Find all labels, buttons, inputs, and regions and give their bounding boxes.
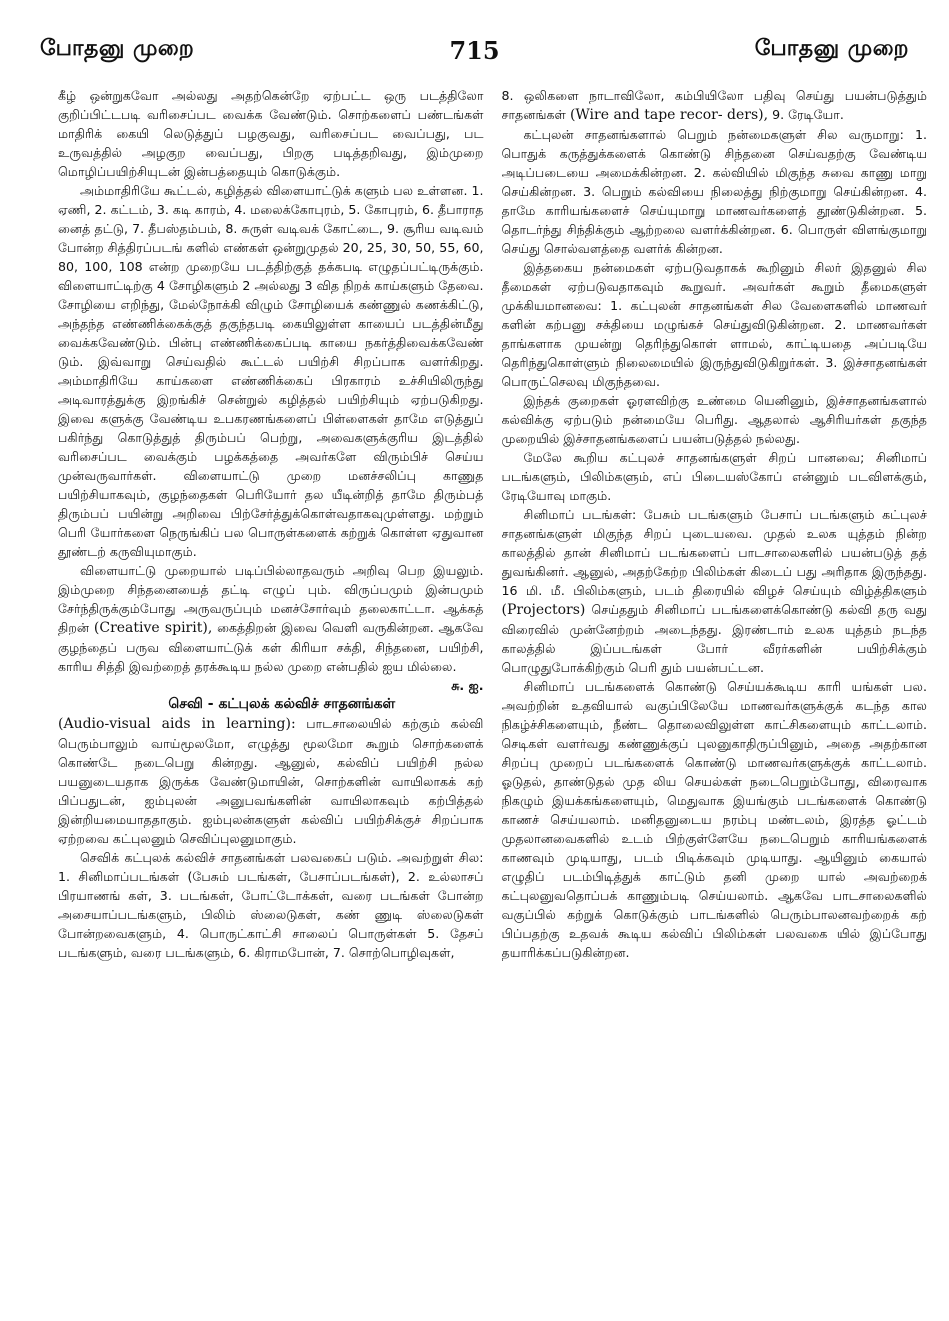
page-number: 715 bbox=[449, 35, 500, 65]
paragraph-text: கைத்திறன் இவை வெளி வருகின்றன. ஆகவே குழந்தைப் பருவ விளையாட்டுக் கள் கிரியா சக்தி, சிந்தனை, பயிற்சி, காரிய சித்தி இவற்றைத் தரக்கூடிய நல்ல முறை என்பதில் ஐய மில்லை. bbox=[58, 620, 484, 674]
running-header bbox=[40, 30, 909, 70]
paragraph-text: 8. ஒலிகளை நாடாவிலோ, கம்பியிலோ பதிவு செய்து பயன்படுத்தும் சாதனங்கள் bbox=[501, 88, 927, 122]
paragraph-text: செய்ததும் சினிமாப் படங்களைக்கொண்டு கல்வி தரு வது விரைவில் முன்னேற்றம் அடைந்தது. இரண்டாம் உலக யுத்தம் நடந்த காலத்தில் இப்படங்கள் போர் வீரர்களின் பயிற்சிக்கும் பொழுதுபோக்கிற்கும் பெரி தும் பயன்பட்டன. bbox=[501, 602, 927, 675]
latin-term: (Creative spirit), bbox=[93, 620, 213, 636]
paragraph: இந்தக் குறைகள் ஓரளவிற்கு உண்மை யெனினும், இச்சாதனங்களால் கல்விக்கு ஏற்படும் நன்மையே பெரிது. ஆதலால் ஆசிரியர்கள் தகுந்த முறையில் இச்சாதனங்களைப் பயன்படுத்தல் நல்லது. bbox=[501, 393, 927, 446]
text-columns bbox=[58, 86, 927, 1301]
paragraph-text: 9. ரேடியோ. bbox=[772, 107, 844, 122]
paragraph bbox=[502, 86, 928, 125]
paragraph: மேலே கூறிய கட்புலச் சாதனங்களுள் சிறப் பானவை; சினிமாப் படங்களும், பிலிம்களும், எப் பிடையஸ்கோப் என்னும் படவிளக்கும், ரேடியோவு மாகும். bbox=[501, 450, 927, 503]
paragraph bbox=[502, 505, 928, 677]
latin-term: (Audio-visual aids in learning): bbox=[58, 716, 296, 732]
paragraph-text: விளையாட்டு முறையால் படிப்பில்லாதவரும் அறிவு பெற இயலும். இம்முறை சிந்தனையைத் தட்டி எழுப் பும். விருப்பமும் இன்பமும் சேர்ந்திருக்கும்போது அருவருப்பும் மனச்சோர்வும் தலைகாட்டா. ஆக்கத் திறன் bbox=[58, 563, 484, 635]
paragraph bbox=[58, 714, 484, 848]
paragraph bbox=[58, 561, 484, 676]
latin-term: (Projectors) bbox=[501, 602, 586, 618]
paragraph: இத்தகைய நன்மைகள் ஏற்படுவதாகக் கூறினும் சிலர் இதனுல் சில தீமைகள் ஏற்படுவதாகவும் கூறுவர். அவர்கள் கூறும் தீமைகளுள் முக்கியமானவை: 1. கட்புலன் சாதனங்கள் சில வேளைகளில் மாணவர் களின் கற்பனு சக்தியை மழுங்கச் செய்துவிடுகின்றன. 2. மாணவர்கள் தாங்களாக முயன்று தெரிந்துகொள் ளாமல், காட்டியதை அப்படியே தெரிந்துகொள்ளும் நிலைமையில் இருந்துவிடுகிறுர்கள். 3. இச்சாதனங்கள் பொருட்செலவு மிகுந்தவை. bbox=[501, 260, 927, 389]
header-left-word: போதனு முறை bbox=[40, 36, 195, 61]
paragraph: அம்மாதிரியே கூட்டல், கழித்தல் விளையாட்டுக் களும் பல உள்ளன. 1. ஏணி, 2. கட்டம், 3. கடி காரம், 4. மலைக்கோபுரம், 5. கோபுரம், 6. தீபாராத னைத் தட்டு, 7. தீபஸ்தம்பம், 8. சுருள் வடிவக் கோட்டை, 9. சூரிய வடிவம் போன்ற சித்திரப்படங் களில் எண்கள் ஒன்றுமுதல் 20, 25, 30, 50, 55, 60, 80, 100, 108 என்ற முறையே படத்திற்குத் தக்கபடி எழுதப்பட்டிருக்கும். விளையாட்டிற்கு 4 சோழிகளும் 2 அல்லது 3 வித நிறக் காய்களும் தேவை. சோழியை எறிந்து, மேல்நோக்கி விழும் சோழியைக் கண்ணுல் கணக்கிட்டு, அந்தந்த எண்ணிக்கைக்குத் தகுந்தபடி கையிலுள்ள காயைப் படத்தின்மீது வைக்கவேண்டும். பின்பு எண்ணிக்கைப்படி காயை நகர்த்திவைக்கவேண் டும். இவ்வாறு செய்வதில் கூட்டல் பயிற்சி சிறப்பாக வளர்கிறது. அம்மாதிரியே காய்களை எண்ணிக்கைப் பிரகாரம் உச்சியிலிருந்து அடிவாரத்துக்கு இறங்கிச் சென்றுல் கழித்தல் பயிற்சியும் ஏற்படுகிறது. இவை களுக்கு வேண்டிய உபகரணங்களைப் பிள்ளைகள் தாமே எடுத்துப் பகிர்ந்து கொடுத்துத் திரும்பப் பெற்று, அவைகளுக்குரிய இடத்தில் வரிசைப்பட வைக்கும் பழக்கத்தை அவர்களே விரும்பிச் செய்ய முன்வருவார்கள். விளையாட்டு முறை மனச்சலிப்பு காணுத பயிற்சியாகவும், குழந்தைகள் பெரியோர் தல யீடின்றித் தாமே திரும்பத் திரும்பப் பயின்று அறிவை பிற்சேர்த்துக்கொள்வதாகவுமுள்ளது. மற்றும் பெரி யோர்களை நெருங்கிப் பல பொருள்களைக் கற்றுக் கொள்ள ஏதுவான தூண்டற் கருவியுமாகும். bbox=[58, 183, 484, 559]
section-heading: செவி - கட்புலக் கல்விச் சாதனங்கள் bbox=[168, 696, 396, 712]
paragraph: செவிக் கட்புலக் கல்விச் சாதனங்கள் பலவகைப் படும். அவற்றுள் சில: 1. சினிமாப்படங்கள் (பேசும் படங்கள், பேசாப்படங்கள்), 2. உல்லாசப் பிரயாணங் கள், 3. படங்கள், போட்டோக்கள், வரை படங்கள் போன்ற அசையாப்படங்களும், பிலிம் ஸ்லைடுகள், கண் ணுடி ஸ்லைடுகள் போன்றவைகளும், 4. பொருட்காட்சி சாலைப் பொருள்கள் 5. தேசப் படங்களும், வரை படங்களும், 6. கிராமபோன், 7. சொற்பொழிவுகள், bbox=[58, 850, 484, 960]
paragraph-text: பாடசாலையில் கற்கும் கல்வி பெரும்பாலும் வாய்மூலமோ, எழுத்து மூலமோ கூறும் சொற்களைக் கொண்டே நடைபெறு கின்றது. ஆனுல், கல்விப் பயிற்சி நல்ல பயனுடையதாக இருக்க வேண்டுமாயின், சொற்களின் வாயிலாகக் கற் பிப்பதுடன், ஐம்புலன் அனுபவங்களின் வாயிலாகவும் கற்பித்தல் இன்றியமையாததாகும். ஐம்புலன்களுள் கல்விப் பயிற்சிக்குச் சிறப்பாக ஏற்றவை கட்புலனும் செவிப்புலனுமாகும். bbox=[58, 716, 484, 846]
paragraph-text: சினிமாப் படங்கள்: பேசும் படங்களும் பேசாப் படங்களும் கட்புலச் சாதனங்களுள் மிகுந்த சிறப் புடையவை. முதல் உலக யுத்தம் நின்ற காலத்தில் தான் சினிமாப் படங்களைப் பாடசாலைகளில் பயன்படுத் தத் துவங்கினர். ஆனுல், அதற்கேற்ற பிலிம்கள் கிடைப் பது அரிதாக இருந்தது. 16 மி. மீ. பிலிம்களும், படம் திரையில் விழச் செய்யும் விழ்த்திகளும் bbox=[501, 507, 927, 598]
paragraph: கீழ் ஒன்றுகவோ அல்லது அதற்கென்றே ஏற்பட்ட ஒரு படத்திலோ குறிப்பிட்டபடி வரிசைப்பட வைக்க வேண்டும். சொற்களைப் பண்டங்கள் மாதிரிக் கையி லெடுத்துப் பழகுவது, வரிசைப்பட வைப்பது, பட உருவத்தில் அழகுற வைப்பது, பிறகு படித்தறிவது, இம்முறை மொழிப்பயிற்சியுடன் இன்பத்தையும் கொடுக்கும். bbox=[58, 88, 484, 179]
paragraph: சினிமாப் படங்களைக் கொண்டு செய்யக்கூடிய காரி யங்கள் பல. அவற்றின் உதவியால் வகுப்பிலேயே மாணவர்களுக்குக் கடந்த கால நிகழ்ச்சிகளையும், நீண்ட தொலைவிலுள்ள காட்சிகளையும் காட்டலாம். செடிகள் வளர்வது கண்ணுக்குப் புலனுகாதிருப்பினும், அதை அதற்கான சிறப்பு முறைப் படங்களைக் கொண்டு மாணவர்களுக்குக் காட்டலாம். ஓடுதல், தாண்டுதல் முத லிய செயல்கள் நடைபெறும்போது, விரைவாக நிகழும் இயக்கங்களையும், மெதுவாக இயங்கும் படங்களைக் கொண்டு காணச் செய்யலாம். மனிதனுடைய நரம்பு மண்டலம், இரத்த ஓட்டம் முதலானவைகளில் உடம் பிற்குள்ளேயே நடைபெறும் காரியங்களைக் காணவும் முடியாது, படம் பிடிக்கவும் முடியாது. ஆயினும் கையால் எழுதிப் படம்பிடித்துக் காட்டும் தனி முறை யால் அவற்றைக் கட்புலனுவதொப்பக் காணும்படி செய்யலாம். ஆகவே பாடசாலைகளில் வகுப்பில் கற்றுக் கொடுக்கும் பாடங்களில் பெரும்பாலனவற்றைக் கற் பிப்பதற்கு உதவக் கூடிய கல்விப் பிலிம்கள் பலவகை யில் இப்போது தயாரிக்கப்படுகின்றன. bbox=[501, 679, 927, 960]
latin-term: (Wire and tape recor- ders), bbox=[569, 107, 769, 123]
header-right-word: போதனு முறை bbox=[754, 36, 909, 61]
paragraph: கட்புலன் சாதனங்களால் பெறும் நன்மைகளுள் சில வருமாறு: 1. பொதுக் கருத்துக்களைக் கொண்டு சிந்தனை செய்வதற்கு வேண்டிய அடிப்படையை அமைக்கின்றன. 2. கல்வியில் மிகுந்த சுவை காணு மாறு செய்கின்றன. 3. பெறும் கல்வியை நிலைத்து நிற்குமாறு செய்கின்றன. 4. தாமே காரியங்களைச் செய்யுமாறு மாணவர்களைத் தூண்டுகின்றன. 5. தொடர்ந்து சிந்திக்கும் ஆற்றலை வளர்க்கின்றன. 6. பொருள் விளங்குமாறு செய்து சொல்வளத்தை வளர்க் கின்றன. bbox=[501, 127, 927, 256]
right-column bbox=[502, 86, 928, 1301]
left-column bbox=[58, 86, 484, 1301]
author-initials: சு. ஐ. bbox=[451, 678, 484, 693]
